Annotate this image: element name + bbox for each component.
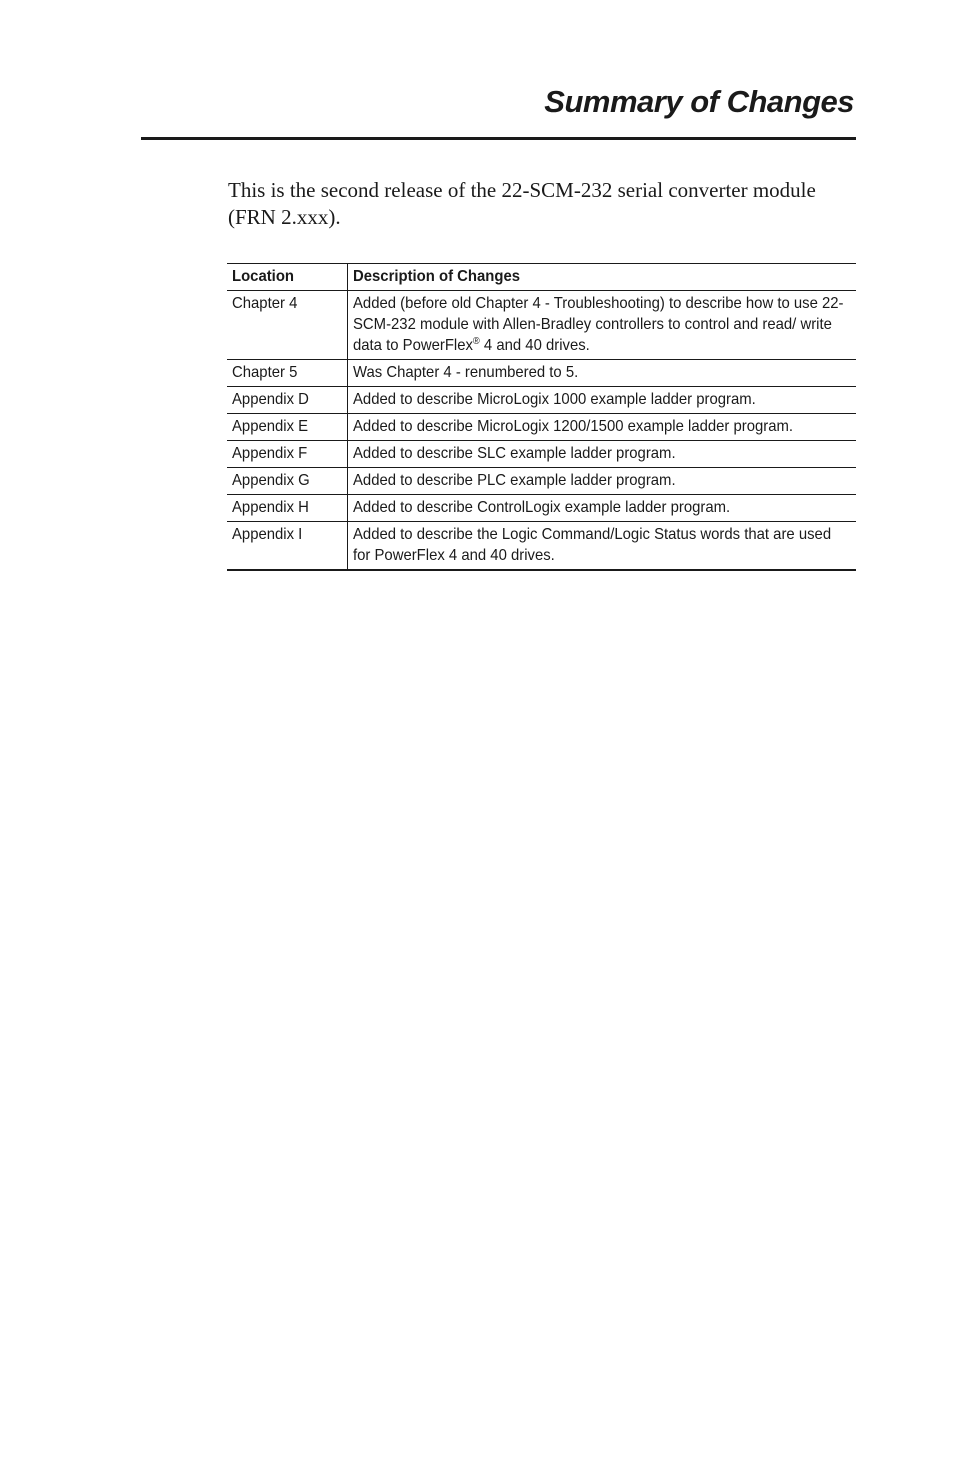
table-row — [227, 468, 856, 495]
location-cell: Appendix F — [227, 441, 347, 468]
location-header: Location — [227, 264, 347, 291]
description-cell: Added to describe SLC example ladder program. — [347, 441, 856, 468]
table-row — [227, 414, 856, 441]
intro-paragraph: This is the second release of the 22-SCM-232 serial converter module (FRN 2.xxx). — [228, 178, 816, 229]
description-cell: Added to describe the Logic Command/Logic Status words that are used for PowerFlex 4 and 40 drives. — [347, 522, 856, 571]
description-cell: Added to describe MicroLogix 1200/1500 example ladder program. — [347, 414, 856, 441]
table-row — [227, 441, 856, 468]
table-row — [227, 291, 856, 360]
description-cell: Was Chapter 4 - renumbered to 5. — [347, 360, 856, 387]
location-cell: Appendix G — [227, 468, 347, 495]
table-header-row — [227, 264, 856, 291]
table-row — [227, 495, 856, 522]
location-cell: Chapter 5 — [227, 360, 347, 387]
location-cell: Appendix D — [227, 387, 347, 414]
location-cell: Appendix H — [227, 495, 347, 522]
page-title: Summary of Changes — [544, 84, 854, 119]
table-row — [227, 522, 856, 571]
title-rule — [141, 137, 856, 140]
changes-table — [227, 263, 856, 571]
table-row — [227, 360, 856, 387]
description-header: Description of Changes — [347, 264, 856, 291]
location-cell: Appendix I — [227, 522, 347, 571]
table-row — [227, 387, 856, 414]
location-cell: Appendix E — [227, 414, 347, 441]
location-cell: Chapter 4 — [227, 291, 347, 360]
registered-mark: ® — [472, 336, 480, 347]
description-cell: Added to describe PLC example ladder program. — [347, 468, 856, 495]
description-cell: Added (before old Chapter 4 - Troubleshooting) to describe how to use 22-SCM-232 module with Allen-Bradley controllers to control and read/ write data to PowerFlex® 4 and 40 drives. — [347, 291, 856, 360]
description-cell: Added to describe MicroLogix 1000 example ladder program. — [347, 387, 856, 414]
description-cell: Added to describe ControlLogix example ladder program. — [347, 495, 856, 522]
